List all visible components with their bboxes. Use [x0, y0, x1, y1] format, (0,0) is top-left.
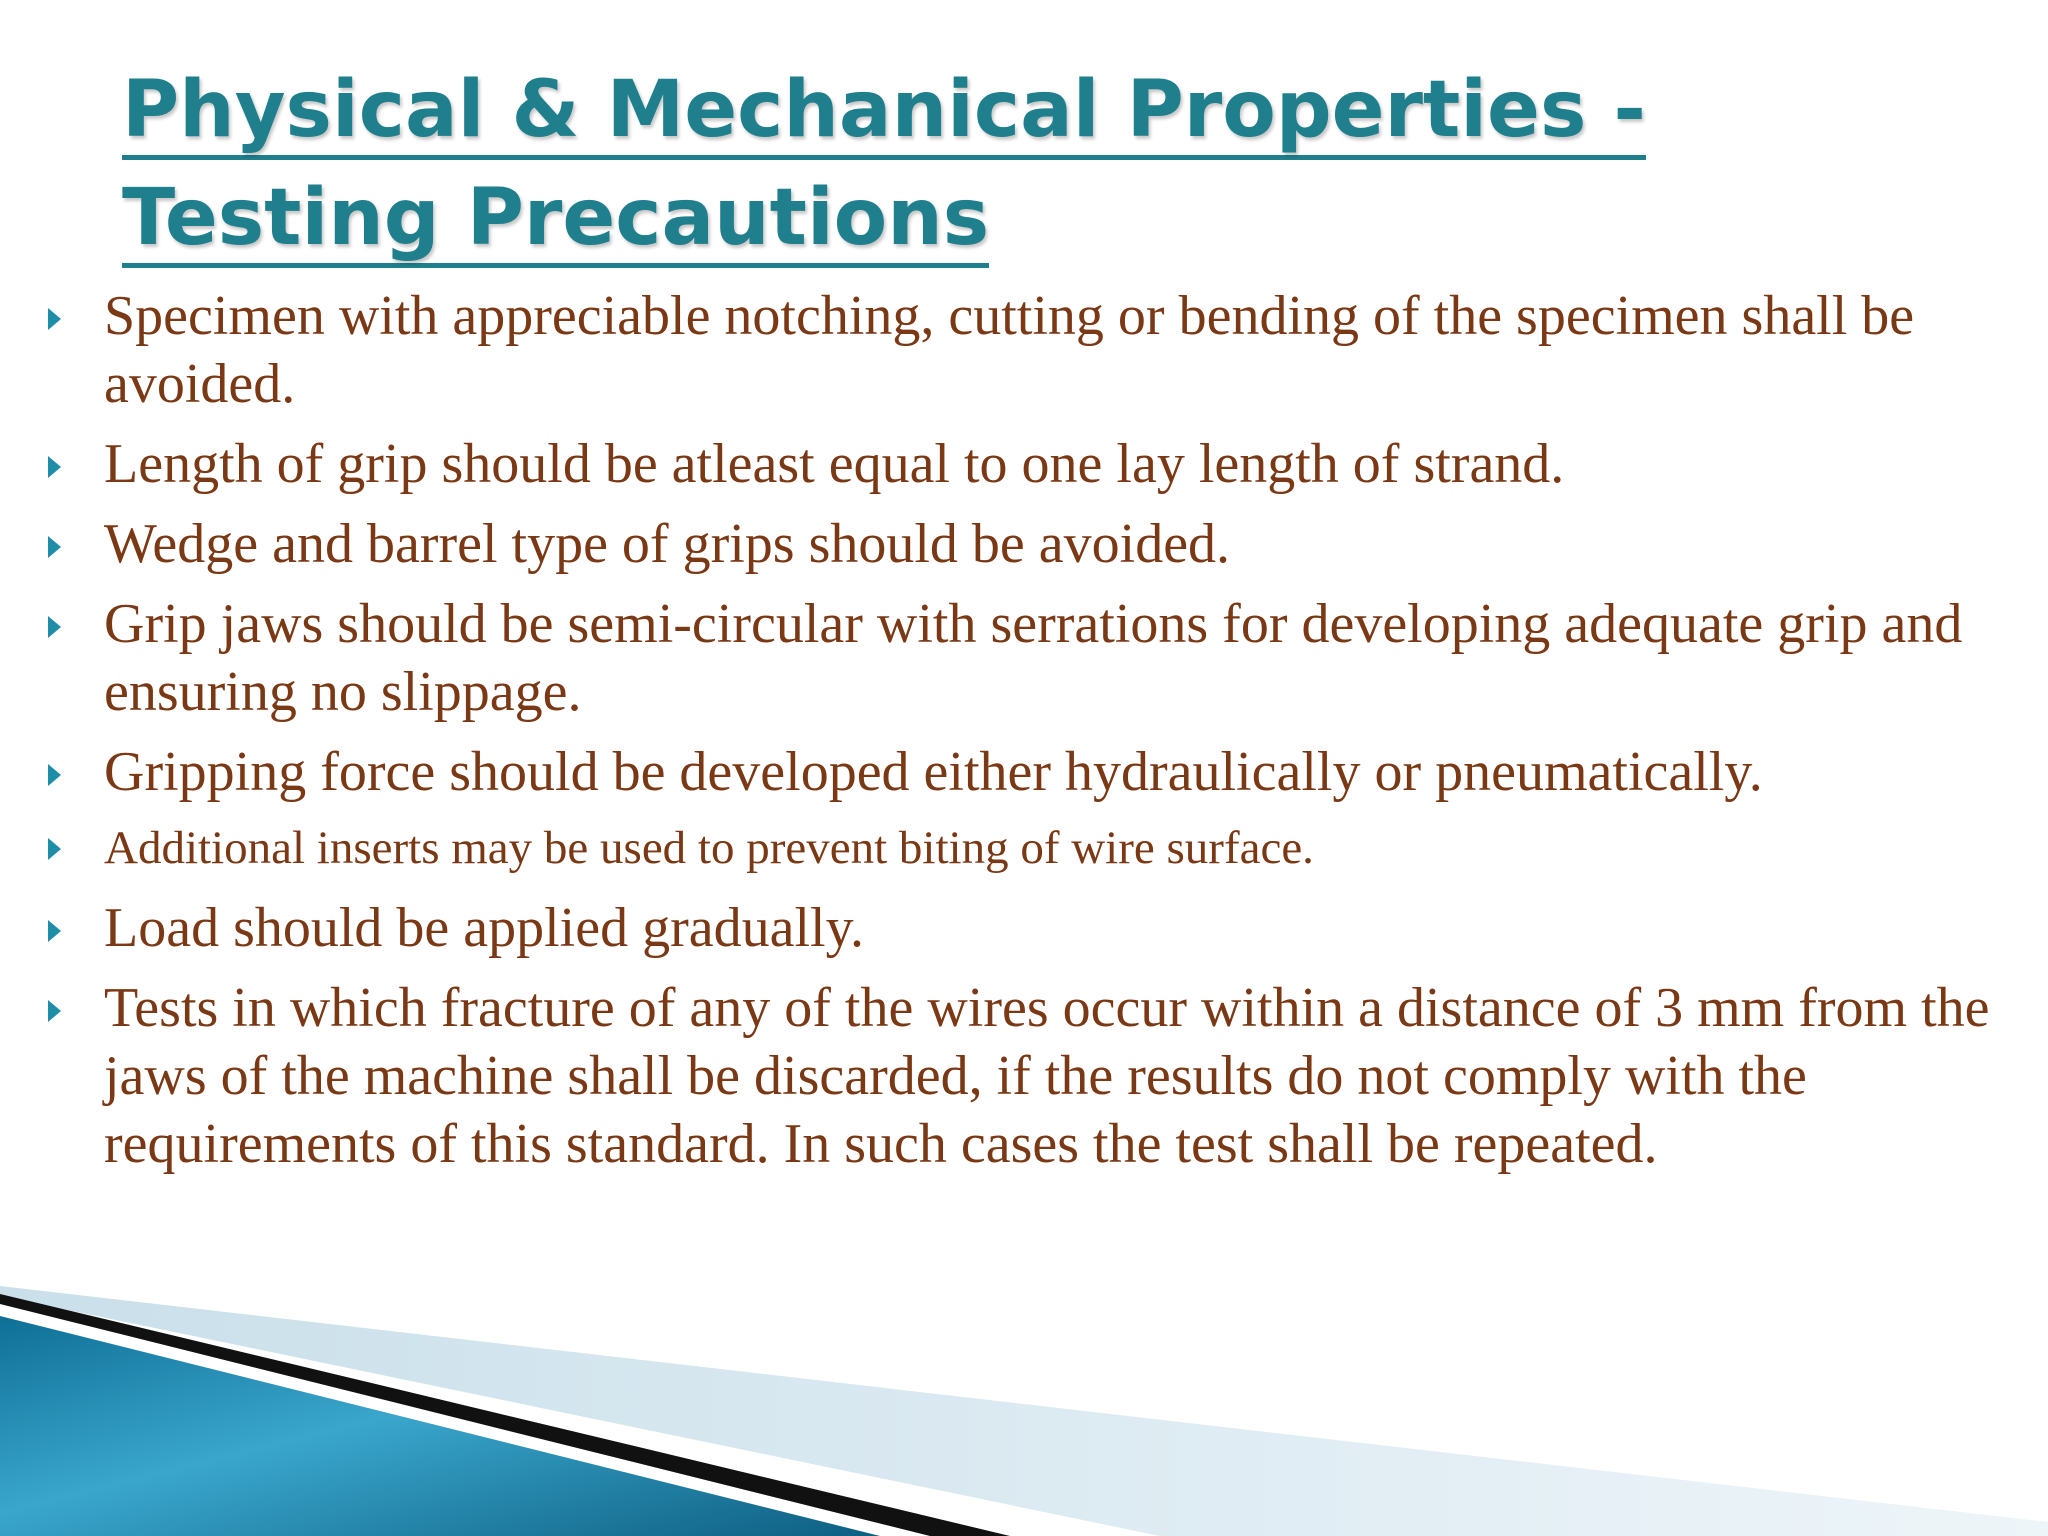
bullet-text: Gripping force should be developed either hydraulically or pneumatically.	[104, 741, 1763, 803]
bullet-item	[0, 818, 2048, 878]
triangle-right-icon	[48, 536, 61, 558]
bullet-item	[0, 974, 2048, 1178]
bullet-text: Specimen with appreciable notching, cutting or bending of the specimen shall be avoided.	[104, 285, 1915, 415]
corner-decoration	[0, 1286, 2048, 1536]
bullet-text: Wedge and barrel type of grips should be avoided.	[104, 513, 1231, 575]
bullet-item	[0, 894, 2048, 962]
title-line-1: Physical & Mechanical Properties -	[122, 65, 1646, 160]
bullet-item	[0, 590, 2048, 726]
title-line-2: Testing Precautions	[122, 173, 989, 268]
triangle-right-icon	[48, 456, 61, 478]
bullet-item	[0, 738, 2048, 806]
bullet-text: Load should be applied gradually.	[104, 897, 864, 959]
triangle-right-icon	[48, 616, 61, 638]
triangle-right-icon	[48, 764, 61, 786]
triangle-right-icon	[48, 838, 61, 860]
triangle-right-icon	[48, 308, 61, 330]
bullet-text: Length of grip should be atleast equal to one lay length of strand.	[104, 433, 1565, 495]
bullet-list	[0, 282, 2048, 1190]
bullet-item	[0, 510, 2048, 578]
bullet-text: Additional inserts may be used to prevent biting of wire surface.	[104, 822, 1314, 874]
slide-title	[122, 56, 1722, 272]
bullet-item	[0, 282, 2048, 418]
bullet-item	[0, 430, 2048, 498]
triangle-right-icon	[48, 1000, 61, 1022]
bullet-text: Grip jaws should be semi-circular with serrations for developing adequate grip and ensuring no slippage.	[104, 593, 1963, 723]
triangle-right-icon	[48, 920, 61, 942]
bullet-text: Tests in which fracture of any of the wires occur within a distance of 3 mm from the jaws of the machine shall be discarded, if the results do not comply with the requirements of this standard. In such cases the test shall be repeated.	[104, 977, 1990, 1175]
